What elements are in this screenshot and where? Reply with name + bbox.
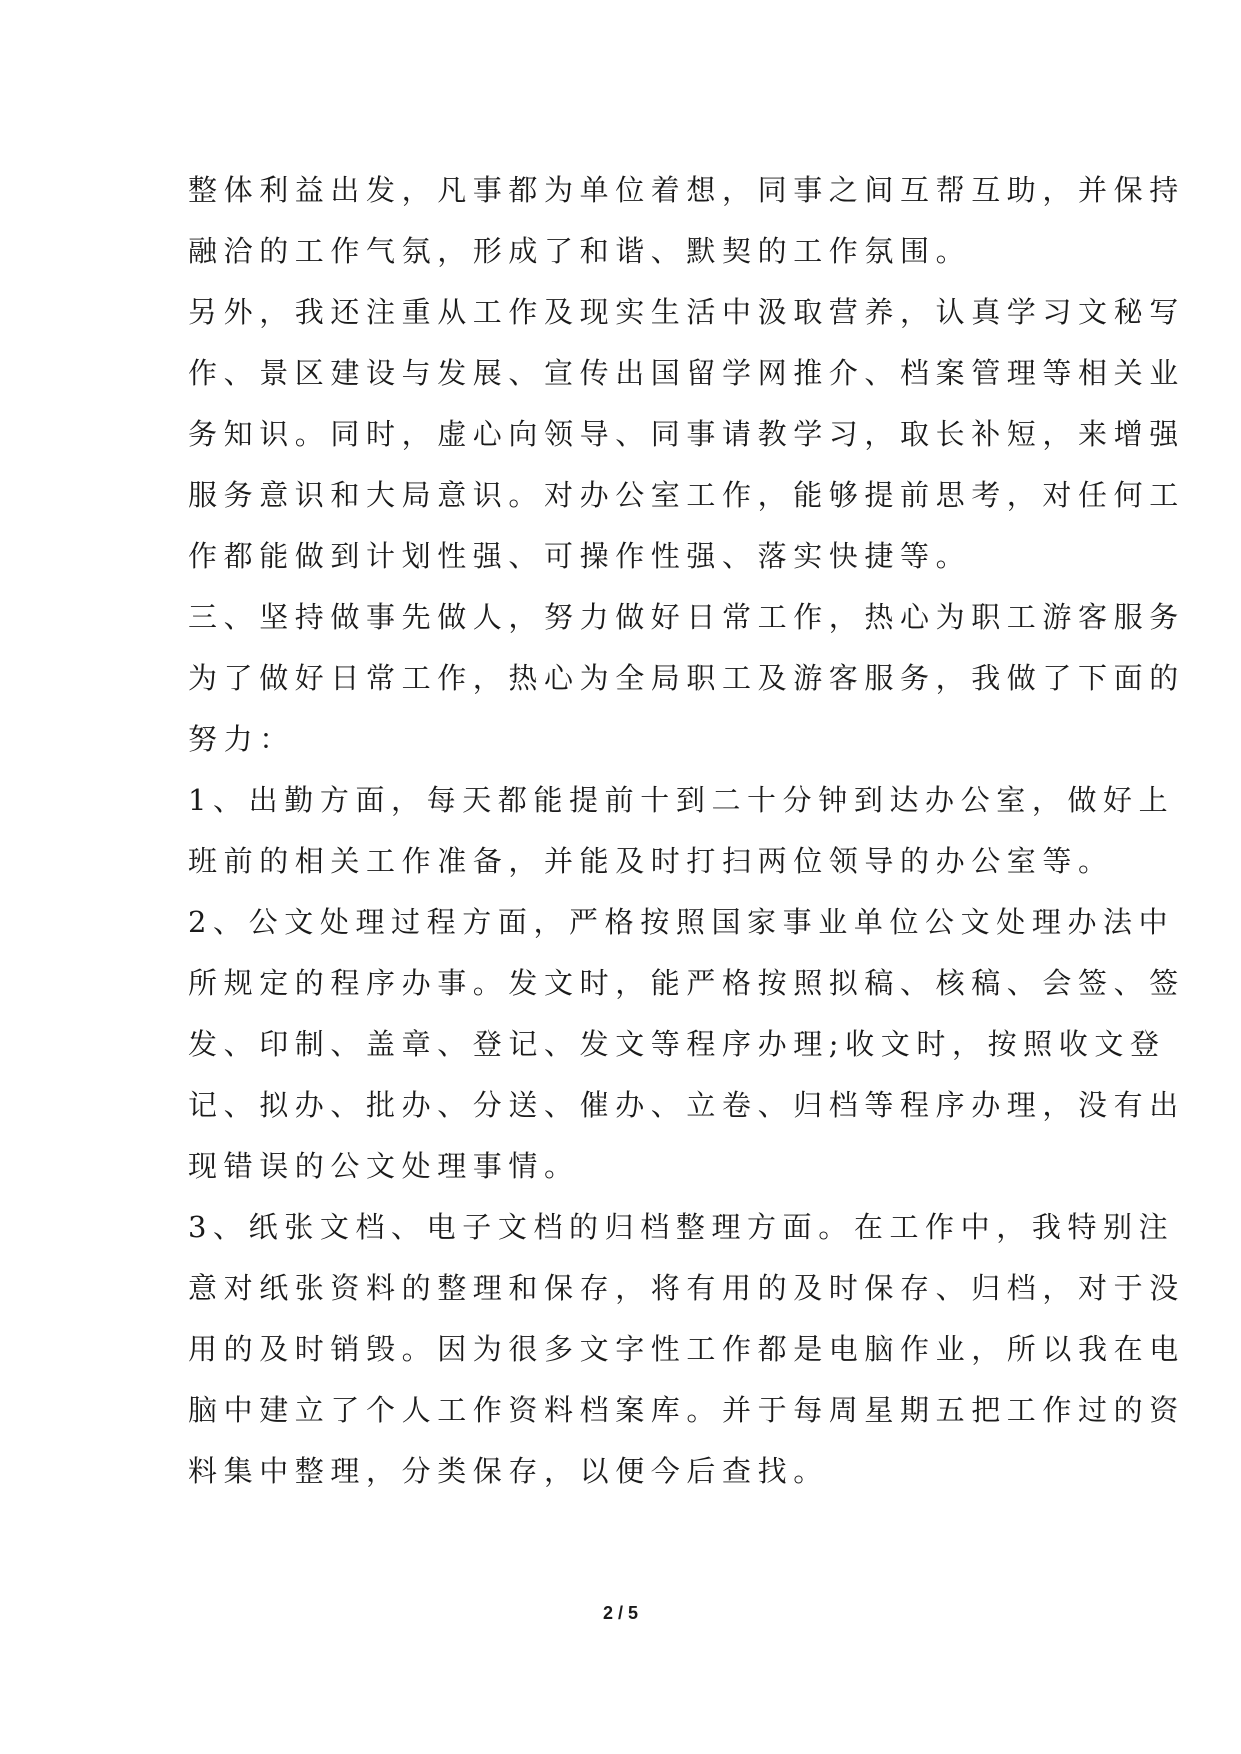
text-line: 2、公文处理过程方面，严格按照国家事业单位公文处理办法中 [188, 905, 1175, 939]
section-heading: 三、坚持做事先做人，努力做好日常工作，热心为职工游客服务 [188, 600, 1185, 634]
text-line: 务知识。同时，虚心向领导、同事请教学习，取长补短，来增强 [188, 417, 1185, 451]
text-line: 服务意识和大局意识。对办公室工作，能够提前思考，对任何工 [188, 478, 1185, 512]
text-line: 融洽的工作气氛，形成了和谐、默契的工作氛围。 [188, 234, 972, 268]
text-line: 努力： [188, 722, 295, 756]
text-line: 现错误的公文处理事情。 [188, 1149, 580, 1183]
text-line: 班前的相关工作准备，并能及时打扫两位领导的办公室等。 [188, 844, 1114, 878]
text-line: 作都能做到计划性强、可操作性强、落实快捷等。 [188, 539, 972, 573]
document-body [188, 160, 1185, 1502]
text-line: 所规定的程序办事。发文时，能严格按照拟稿、核稿、会签、签 [188, 966, 1185, 1000]
page-number: 2 / 5 [602, 1603, 639, 1623]
text-line: 作、景区建设与发展、宣传出国留学网推介、档案管理等相关业 [188, 356, 1185, 390]
text-line: 3、纸张文档、电子文档的归档整理方面。在工作中，我特别注 [188, 1210, 1175, 1244]
text-line: 料集中整理，分类保存，以便今后查找。 [188, 1454, 829, 1488]
text-line: 脑中建立了个人工作资料档案库。并于每周星期五把工作过的资 [188, 1393, 1185, 1427]
text-line: 用的及时销毁。因为很多文字性工作都是电脑作业，所以我在电 [188, 1332, 1185, 1366]
text-line: 为了做好日常工作，热心为全局职工及游客服务，我做了下面的 [188, 661, 1185, 695]
text-line: 另外，我还注重从工作及现实生活中汲取营养，认真学习文秘写 [188, 295, 1185, 329]
text-line: 记、拟办、批办、分送、催办、立卷、归档等程序办理，没有出 [188, 1088, 1185, 1122]
text-line: 发、印制、盖章、登记、发文等程序办理;收文时，按照收文登 [188, 1027, 1166, 1061]
text-line: 意对纸张资料的整理和保存，将有用的及时保存、归档，对于没 [188, 1271, 1185, 1305]
text-line: 1、出勤方面，每天都能提前十到二十分钟到达办公室，做好上 [188, 783, 1175, 817]
text-line: 整体利益出发，凡事都为单位着想，同事之间互帮互助，并保持 [188, 173, 1185, 207]
